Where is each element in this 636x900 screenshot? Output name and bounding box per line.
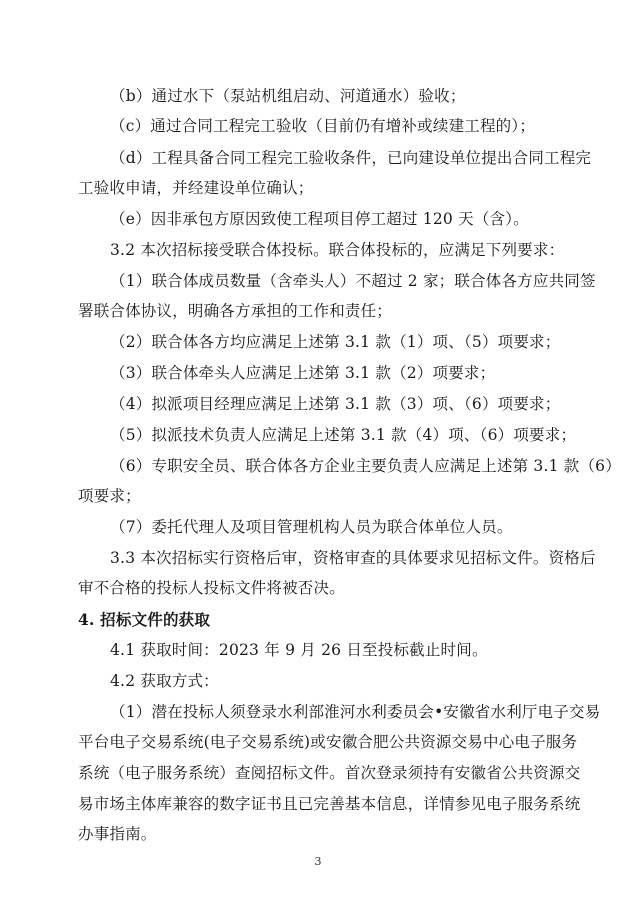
clause-b: （b）通过水下（泵站机组启动、河道通水）验收；	[110, 87, 466, 105]
clause-c: （c）通过合同工程完工验收（目前仍有增补或续建工程的）；	[110, 117, 536, 135]
section-4-heading: 4. 招标文件的获取	[78, 610, 211, 629]
acquisition-method-1-line-4: 易市场主体库兼容的数字证书且已完善基本信息，详情参见电子服务系统	[78, 795, 581, 813]
acquisition-method-1-line-3: 系统（电子服务系统）查阅招标文件。首次登录须持有安徽省公共资源交	[78, 764, 581, 782]
acquisition-method-1-line-5: 办事指南。	[78, 825, 157, 843]
acquisition-method-1: （1）潜在投标人须登录水利部淮河水利委员会•安徽省水利厅电子交易	[110, 703, 601, 721]
section-4-1: 4.1 获取时间：2023 年 9 月 26 日至投标截止时间。	[110, 641, 488, 659]
section-3-2: 3.2 本次招标接受联合体投标。联合体投标的，应满足下列要求：	[110, 241, 565, 259]
requirement-5: （5）拟派技术负责人应满足上述第 3.1 款（4）项、（6）项要求；	[110, 426, 577, 444]
clause-d: （d）工程具备合同工程完工验收条件，已向建设单位提出合同工程完	[110, 149, 592, 167]
requirement-3: （3）联合体牵头人应满足上述第 3.1 款（2）项要求；	[110, 364, 496, 382]
clause-d-continued: 工验收申请，并经建设单位确认；	[78, 179, 314, 197]
acquisition-method-1-line-2: 平台电子交易系统(电子交易系统)或安徽合肥公共资源交易中心电子服务	[78, 733, 578, 751]
section-3-3: 3.3 本次招标实行资格后审，资格审查的具体要求见招标文件。资格后	[110, 549, 596, 567]
requirement-7: （7）委托代理人及项目管理机构人员为联合体单位人员。	[110, 518, 513, 536]
requirement-1: （1）联合体成员数量（含牵头人）不超过 2 家；联合体各方应共同签	[110, 272, 596, 290]
requirement-6-continued: 项要求；	[78, 487, 141, 505]
section-4-2: 4.2 获取方式：	[110, 672, 219, 690]
requirement-1-continued: 署联合体协议，明确各方承担的工作和责任；	[78, 302, 393, 320]
section-3-3-continued: 审不合格的投标人投标文件将被否决。	[78, 579, 345, 597]
requirement-6: （6）专职安全员、联合体各方企业主要负责人应满足上述第 3.1 款（6）	[110, 457, 621, 475]
page-number: 3	[314, 855, 322, 868]
requirement-4: （4）拟派项目经理应满足上述第 3.1 款（3）项、（6）项要求；	[110, 395, 561, 413]
clause-e: （e）因非承包方原因致使工程项目停工超过 120 天（含）。	[110, 210, 529, 228]
requirement-2: （2）联合体各方均应满足上述第 3.1 款（1）项、（5）项要求；	[110, 333, 561, 351]
